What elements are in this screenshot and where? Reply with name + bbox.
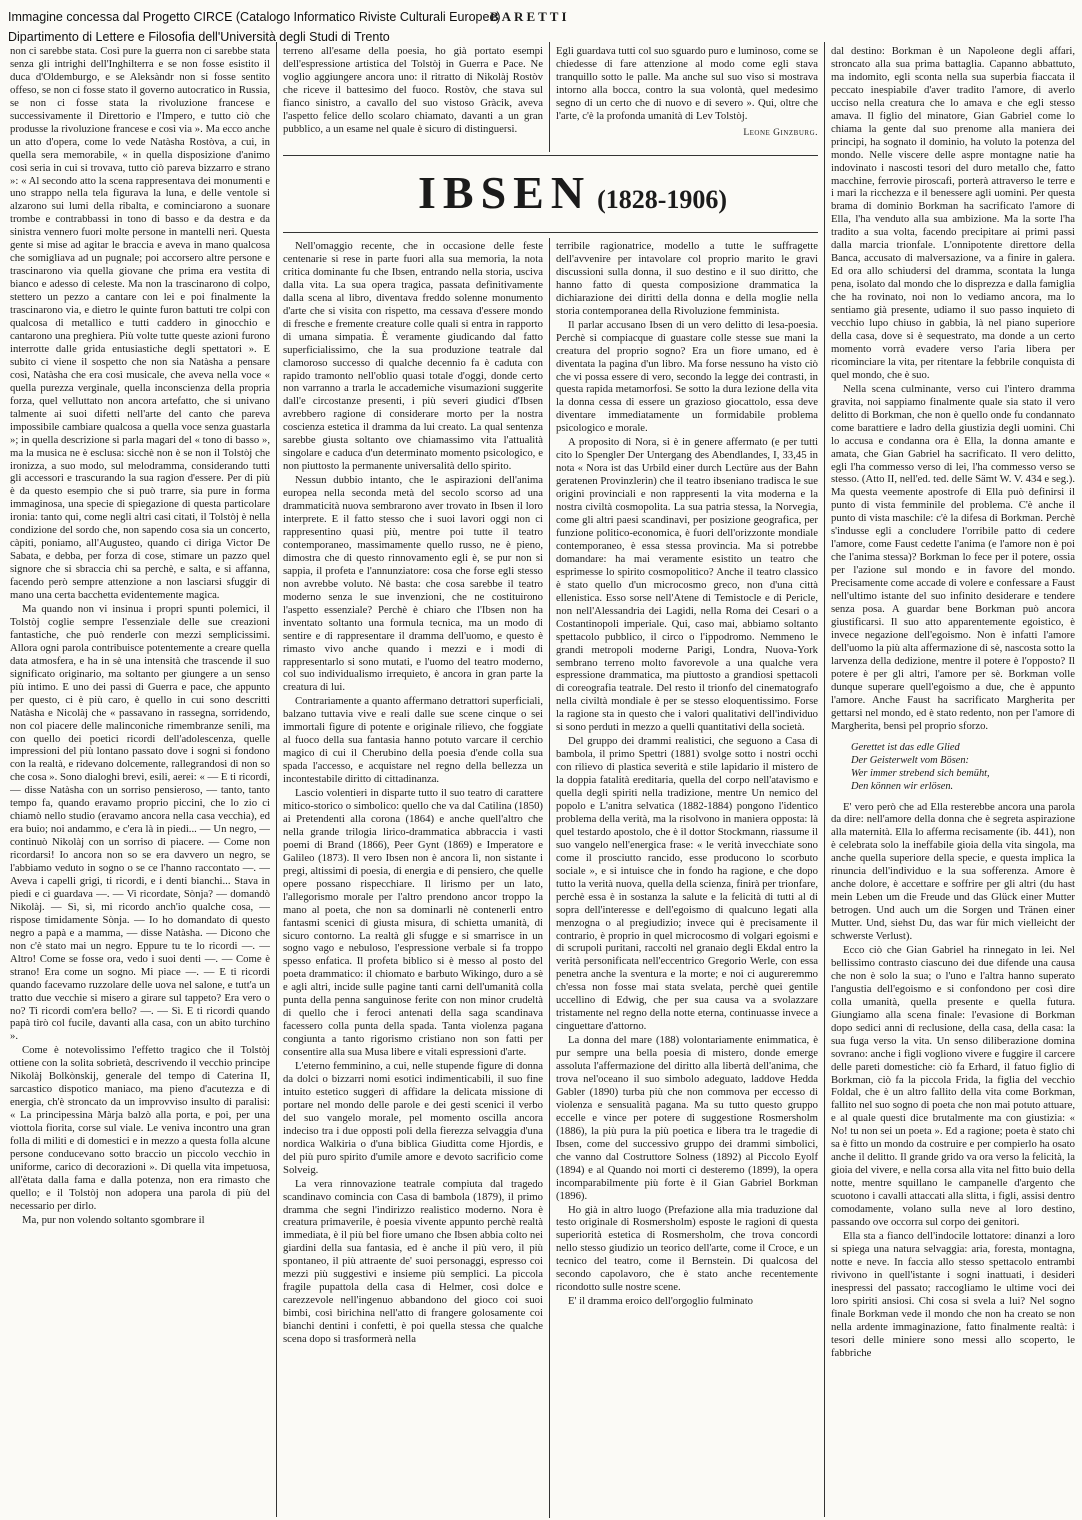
credit-line-1: Immagine concessa dal Progetto CIRCE (Catalogo Informatico Riviste Culturali Europee) <box>8 10 501 24</box>
paragraph: non ci sarebbe stata. Così pure la guerra non ci sarebbe stata senza gli intrighi dell'Inghilterra e se non fosse esistito il duca d'Oldemburgo, e se Aleksàndr non si fosse sentito offeso, se non ci fosse stato il governo autocratico in Russia, se non ci fosse stata la rivoluzione francese e successivamente il Direttorio e l'Impero, e tutto ciò che produsse la rivoluzione francese e così via ». Ma ecco anche un atto d'opera, come lo vede Natàsha Rostòva, a cui, in quella sera memorabile, « in quella disposizione d'animo così seria in cui si trovava, tutto ciò pareva bizzarro e strano »: « Al secondo atto la scena rappresentava dei monumenti e uno strappo nella tela figurava la luna, e delle ventole si alzarono sui lumi della ribalta, e cominciarono a suonare trombe e contrabbassi in tono di basso e da destra e da sinistra vennero fuori molte persone in mantelli neri. Questa gente si mise ad agitar le braccia e aveva in mano qualcosa che somigliava ad un pugnale; poi accorsero altre persone e trascinarono via quella giovane che prima era vestita di bianco e adesso di celeste. Ma non la trascinarono di colpo, stettero un pezzo a cantare con lei e poi finalmente la trascinarono via, e dietro le quinte furon battuti tre colpi con qualcosa di metallico e tutti caddero in ginocchio e cantarono una preghiera. Più volte tutte queste azioni furono interrotte dalle grida entusiastiche degli spettatori ». E subito ci viene il sospetto che non sia Natàsha a pensare così, Natàsha che era così musicale, che aveva nella voce « quella purezza verginale, quella inconscienza della propria forza, quel velluttato non ancora artefatto, che si univano talmente ai suoi difetti nell'arte del canto che pareva impossibile cambiare qualcosa a quella voce senza guastarla »; in quella descrizione si parla magari del « tono di basso », ma la musica ne è esclusa: sicchè non è se non il Tolstòj che ironizza, a suo modo, sul melodramma, considerando tutti gli accessori e trascurando la sua ragion d'essere. Per di più è da questo esempio che si può trarre, sia pure in forma immaginosa, una specie di spiegazione di questa particolare ironia: tanto qui, come negli altri casi citati, il Tolstòj è nella condizione del sordo che, non sapendo cosa sia un concerto, càpiti, poniamo, all'Augusteo, quando ci diriga Victor De Sabata, e debba, per forza di cose, stimare un pazzo quel signore che si sbraccia chi sa perchè, e salta, e si affanna, facendo però sempre attenzione a non lasciarsi sfuggir di mano una certa bacchetta evidentemente magica. <box>10 45 270 602</box>
paragraph: E' il dramma eroico dell'orgoglio fulminato <box>568 1295 754 1308</box>
paragraph: L'eterno femminino, a cui, nelle stupende figure di donna da dolci o bizzarri nomi esotici indimenticabili, il suo fine intuito estetico suggerì di affidare la delicata missione di portare nel mondo delle parole e dei gesti scenici il verbo del suo vangelo morale, pel momento oscilla ancora indeciso tra i due opposti poli della fierezza selvaggia d'una nordica Walkiria o d'una biblica Giuditta come Hjordis, e del più puro spirito d'umile amore e devoto sacrificio come Solveig. <box>283 1060 543 1176</box>
paragraph: Egli guardava tutti col suo sguardo puro e luminoso, come se chiedesse di fare attenzione al modo come egli stava tranquillo sotto le palle. Ma anche sul suo viso si mostrava intorno alla bocca, contro la sua volontà, quel medesimo segno di un certo che di nuovo e di severo ». Qui, oltre che l'arte, c'è la profonda umanità di Lev Tolstòj. <box>556 45 818 122</box>
paragraph: La donna del mare (188) volontariamente enimmatica, è pur sempre una bella poesia di mistero, donde emerge assoluta l'affermazione del diritto alla libertà dell'anima, che trova nel'oceano il suo simbolo adeguato, laddove Hedda Gabler (1890) turba più che non commova per eccesso di violenza e sensualità pagana. Ma su tutto questo gruppo eccelle e vince per potere di suggestione Rosmersholm (1886), la più pura la più poetica e libera tra le tragedie di Ibsen, come del successivo gruppo dei drammi simbolici, che vanno dal Costruttore Solness (1892) al Piccolo Eyolf (1894) e al Quando noi morti ci desteremo (1899), la opera incomparabilmente più forte è il Gian Gabriel Borkman (1896). <box>556 1034 818 1202</box>
paragraph: Come è notevolissimo l'effetto tragico che il Tolstòj ottiene con la solita sobrietà, descrivendo il vecchio principe Nikolàj Bolkònskij, generale del tempo di Caterina II, sarcastico dispotico maniaco, ma pieno d'acutezza e di energia, ch'è stroncato da un improvviso insulto di paralisi: « La principessina Màrja balzò alla porta, e poi, per una viottola fiorita, corse sul viale. Le veniva incontro una gran folla di militi e di domestici e in mezzo a questa folla alcune persone conducevano sotto braccio un piccolo vecchio in uniforme, carico di decorazioni ». Di quella vita impetuosa, all'ètata dalla fama e dalla potenza, non era rimasto che quello; e il Tolstòj non adopera una parola di più del necessario per dirlo. <box>10 1044 270 1212</box>
paragraph: La vera rinnovazione teatrale compiuta dal tragedo scandinavo comincia con Casa di bambola (1879), il primo dramma che segni l'indirizzo realistico moderno. Nora è creatura primaverile, è poesia vivente appunto perchè realtà immediata, è il più bel fiore umano che Ibsen abbia colto nei giardini della sua fantasia, ed è anche il più vero, il più spontaneo, il più attraente de' suoi personaggi, espresso coi mezzi più suggestivi e insieme più semplici. La piccola fragile pupattola della casa di Helmer, così dolce e carezzevole nell'ingenuo abbandono del gioco coi suoi bimbi, così birichina nell'atto di frangere golosamente coi bianchi dentini i confetti, è poi quella stessa che qualche scena dopo si trasformerà nella <box>283 1177 543 1346</box>
paragraph: Ho già in altro luogo (Prefazione alla mia traduzione dal testo originale di Rosmersholm) esposte le ragioni di questa superiorità estetica di Rosmersholm, che trova concordi nello stesso giudizio un teorico dell'arte, come il Croce, e un tecnico del teatro, come il Bernstein. Di qualcosa del secondo capolavoro, che è stato anche recentemente ricondotto sulle nostre scene. <box>556 1203 818 1294</box>
verse-line: Gerettet ist das edle Glied <box>851 741 960 753</box>
ibsen-column-2 <box>556 240 818 1515</box>
paragraph: Lascio volentieri in disparte tutto il suo teatro di carattere mitico-storico o simbolico: quello che va dal Catilina (1850) ai Pretendenti alla corona (1864) e anche quell'altro che nella grande trilogia lirico-drammatica abbraccia i vasti poemi di Brand (1866), Peer Gynt (1869) e Imperatore e Galileo (1873). Il vero Ibsen non è ancora lì, non sistante i pregi, altissimi di poesia, di energia e di pensiero, che quelle opere possano rispecchiare. Il lirismo per un lato, l'allegorismo morale per l'altro prendono ancor troppo la mano al poeta, che non sa dominarli nè contenerli entro fantasmi scenici di giusta misura, di schietta umanità, di sicuro contorno. La realtà gli sfugge e si smarrisce in un sogno vago e nebuloso, l'espressione verbale si fa troppo spesso enfatica. Il profeta biblico si è messo al posto del poeta drammatico: il chiomato e barbuto Wikingo, duro a sè e agli altri, incide sulle pagine tanti carni dell'umanità colla punta della penna sanguinose ferite con non minor crudeltà di quello che i feroci antenati della saga scandinava facessero colla punta della spada. Tanta violenza pagana congiunta a tanto rigorismo cristiano non son fatti per consentire alla sua Musa libere e vitali espressioni d'arte. <box>283 787 543 1059</box>
author-signature: Leone Ginzburg. <box>743 127 818 138</box>
section-rule <box>283 232 818 233</box>
ibsen-column-1 <box>283 240 543 1515</box>
paragraph: terribile ragionatrice, modello a tutte le suffragette dell'avvenire per intavolare col proprio marito le gravi discussioni sulla donna, il suo destino e il suo diritto, che hanno fatto di questa composizione drammatica la dichiarazione dei diritti della donna e della moglie nella storia contemporanea della Rivoluzione femminista. <box>556 240 818 317</box>
paragraph: Ma quando non vi insinua i propri spunti polemici, il Tolstòj coglie sempre l'essenziale delle sue creazioni fantastiche, che può renderle con mezzi semplicissimi. Allora ogni parola contribuisce potentemente a creare quella data atmosfera, e ha in sè una intensità che trascende il suo significato originario, ma soltanto per giungere a un senso più intimo. E uno dei passi di Guerra e pace, che appunto per questo, ci è più caro, è quello in cui sono descritti Natàsha e Nicolàj che « passavano in rassegna, sorridendo, non col piacere delle malinconiche rimembranze senili, ma con quello dei poetici ricordi dell'adolescenza, quelle impressioni del più lontano passato dove i sogni si fondono con la realtà, e ridevano dolcemente, rallegrandosi di non so che cosa ». Sono dialoghi brevi, esili, aerei: « — E ti ricordi, — disse Natàsha con un sorriso pensieroso, — tanto, tanto tempo fa, quando eravamo proprio piccini, che lo zio ci chiamò nello studio (eravamo ancora nella casa vecchia), ed era buio; noi andammo, e c'era là in piedi... — Un negro, — continuò Nikolàj con un sorriso di piacere. — Come non ricordarsi! Io ancora non so se era davvero un negro, se l'abbiamo veduto in sogno o se ce l'hanno raccontato —. — Aveva i capelli grigi, ti ricordi, e i denti bianchi... Stava in piedi e ci guardava —. — Vi ricordate, Sònja? — domandò Nikolàj. — Sì, sì, mi ricordo anch'io qualche cosa, — rispose timidamente Sònja. — Io ho domandato di questo negro a papà e a mamma, — disse Natàsha. — Dicono che non c'è stato mai un negro. Eppure tu te lo ricordi —. — Altro! Come se fosse ora, vedo i suoi denti —. — Come è strano! Era come un sogno. Mi piace —. — E ti ricordi quando facevamo ruzzolare delle uova nel salone, e tutt'a un tratto due vecchie si misero a girare sul tappeto? Era vero o no? Ti ricordi com'era bello? —. — Sì. E ti ricordi quando papà tirò col fucile, davanti alla casa, con un abito turchino ». <box>10 602 270 1043</box>
title-name: IBSEN <box>418 167 592 218</box>
tolstoj-column-1 <box>10 45 270 1515</box>
article-title <box>418 166 727 219</box>
paragraph: Il parlar accusano Ibsen di un vero delitto di lesa-poesia. Perchè si compiacque di guastare colle stesse sue mani la creatura del proprio sogno? Era un fiore umano, ed è diventata la pagina d'un libro. Ma forse nessuno ha visto ciò che vi possa essere di vero, secondo la legge dei contrasti, in questa rapida metamorfosi. Se sotto la dura lezione della vita la donna cessa di essere un grazioso giocattolo, essa deve diventare immediatamente un formidabile problema psicologico e morale. <box>556 318 818 435</box>
paragraph: Nell'omaggio recente, che in occasione delle feste centenarie si rese in parte fuori alla sua memoria, la nota critica dominante fu che Ibsen, entrando nella storia, usciva dalla vita. La sua opera tragica, passata definitivamente dalla scena al libro, diventava freddo solenne monumento d'arte che si visita con rispetto, ma cessava d'essere mondo di fresche e fremente creature colle quali si entra in rapporto di umana simpatia. È veramente giudicando dal fatto superficialissimo, che la sua produzione teatrale dal clamoroso successo di qualche decennio fa è caduta con rapido tramonto nell'oblio quasi totale d'oggi, donde certo non varranno a trarla le accademiche visumazioni suggerite dall'e circostanze presenti, i più severi giudici d'Ibsen avrebbero ragione di considerare morto per la nostra coscienza estetica il dramma da lui creato. La qual sentenza sarebbe giusta soltanto ove chiamassimo vita l'attualità singolare e caduca d'un determinato momento psicologico, e non piuttosto la permanente universalità dello spirito. <box>283 240 543 473</box>
paragraph: Nella scena culminante, verso cui l'intero dramma gravita, noi sappiamo finalmente quale sia stato il vero delitto di Borkman, che non è quello onde fu condannato come barattiere e ladro della giustizia degli uomini. Chi lo accusa e condanna ora è Ella, la donna amante e amata, che Gian Gabriel ha sacrificato. Il vero delitto, egli l'ha commesso verso di lei, l'ha commesso verso se stesso. (Atto II, nell'ed. ted. delle Sämt W. V. 434 e seg.). Ma questa veemente apostrofe di Ella può definirsi il punto di vista femminile del problema. C'è anche il punto di vista maschile: c'è la difesa di Borkman. Perchè s'indusse egli a concludere l'orribile patto di cedere l'amore, come Faust cedette l'anima (e l'amore non è poi che l'anima stessa)? Borkman lo fece per il potere, ossia per l'azione sul mondo e in favore del mondo. Precisamente come accade di volere e confessare a Faust nell'ultimo istante del suo infinito desiderare e tendere senza posa. A guardar bene Borkman può ancora giustificarsi. Il suo atto apparentemente egoistico, è invece negazione dell'egoismo. Non è infatti l'amore dell'uomo la più alta affermazione di sè, nascosta sotto la larvenza della dedizione, mentre il potere è l'opposto? Il potere è per gli altri, l'amore per sè. Borkman volle dunque superare quell'egoismo a due, che è appunto l'amore. Anche Faust ha sacrificato Margherita per gettarsi nel mondo, ed è stato redento, non per l'amore di Margherita, bensì pel proprio sforzo. <box>831 382 1075 732</box>
ibsen-column-3 <box>831 45 1075 1515</box>
column-divider <box>824 42 825 1517</box>
paragraph: E' vero però che ad Ella resterebbe ancora una parola da dire: nell'amore della donna che è segreta aspirazione alla maternità. Ella lo afferma recisamente (ib. 441), non è celebrata solo la ineffabile gioia della vita singola, ma anche quella superiore della specie, e questa implica la rinuncia dell'individuo e la sua sofferenza. Amore è anche dolore, è accettare e soffrire per gli altri (du hast mein Leben um die Freude und das Glück einer Mutter betrogen. Und auch um die Sorgen und Tränen einer Mutter. Und, siehst Du, das war für mich vielleicht der schwerste Verlust). <box>831 800 1075 943</box>
tolstoj-column-3 <box>556 45 818 151</box>
verse-line: Der Geisterwelt vom Bösen: <box>851 754 970 766</box>
paragraph: Contrariamente a quanto affermano detrattori superficiali, balzano tuttavia vive e reali dalle sue scene cinque o sei immortali figure di potente e originale rilievo, che foggiate al fuoco della sua fantasia hanno potuto varcare il cerchio magico di cui il Cherubino della poesia d'ende colla sua spada l'accesso, e acquistare nel regno della bellezza un incontestabile diritto di cittadinanza. <box>283 695 543 786</box>
verse-line: Wer immer strebend sich bemüht, <box>851 767 990 779</box>
paragraph: Ma, pur non volendo soltanto sgombrare il <box>22 1213 205 1226</box>
paragraph: A proposito di Nora, si è in genere affermato (e per tutti cito lo Spengler Der Untergang des Abendlandes, I, 33,45 in nota « Nora ist das Urbild einer durch Lectüre aus der Bahn geratenen Provinzlerin) che il teatro ibseniano tradisca le sue origini provinciali e non rappresenti la vita moderna e la nostra civiltà cosmopolita. La sua patria stessa, la Norvegia, come gli altri paesi scandinavi, per posizione geografica, per funzione politico-economica, è fuori dell'orizzonte mondiale contemporaneo, è essa stessa provincia. Ma si potrebbe domandare: ha mai veramente esistito un teatro che esprimesse lo spirito cosmopolitico? Anche il teatro classico è stato quello d'un microcosmo greco, non d'una città ellenistica. Esso sorse nell'Atene di Temistocle e di Pericle, non nell'Alessandria dei Lagidi, nella Roma dei Cesari o a Costantinopoli imperiale. Qui, caso mai, abbiamo soltanto spettacolo pubblico, il circo o l'ippodromo. Nemmeno le grandi metropoli moderne Parigi, Londra, Nuova-York sembrano terreno molto favorevole a una qualche vera espressione drammatica, ma piuttosto a grandiosi spettacoli di coreografia teatrale. Del resto il trionfo del cinematografo nella civiltà mondiale è per se stesso eloquentissimo. Forse la ragione sta in questo che i valori qualitativi dell'individuo si sono perduti in mezzo a quelli quantitativi della società. <box>556 436 818 734</box>
credit-line-2: Dipartimento di Lettere e Filosofia dell'Università degli Studi di Trento <box>8 30 390 44</box>
column-divider <box>549 42 550 152</box>
verse-quote <box>851 741 1075 793</box>
paragraph: Nessun dubbio intanto, che le aspirazioni dell'anima europea nella seconda metà del secolo scorso ad una drammaticità nuova sembrarono aver trovato in Ibsen il loro interprete. E il fatto stesso che i suoi lavori oggi non ci rappresentino quasi più, mentre poi tutte il teatro contemporaneo, massimamente quello russo, ne è pieno, dimostra che di questo rinnovamento egli è, se pur non si sappia, il profeta e l'annunziatore: cosa che forse egli stesso non avrebbe voluto. Nè basta: che cosa sarebbe il teatro moderno senza le sue invenzioni, che ne costituirono l'aspetto essenziale? Perchè è chiaro che l'Ibsen non ha inventato soltanto una formula tecnica, ma un modo di sentire e di rappresentare il dramma dell'uomo, e questo è rimasto vivo anche quando i mezzi e i modi di rappresentarlo si sono mutati, e l'uomo del teatro moderno, col suo individualismo irrequieto, è ancora in gran parte la creatura di lui. <box>283 474 543 694</box>
column-divider <box>549 238 550 1518</box>
masthead: BARETTI <box>490 9 570 24</box>
paragraph: terreno all'esame della poesia, ho già portato esempi dell'espressione artistica del Tolstòj in Guerra e Pace. Ne voglio aggiungere ancora uno: il ritratto di Nikolàj Rostòv che riceve il battesimo del fuoco. Rostòv, che stava sul fianco sinistro, a cavallo del suo vistoso Gràcik, aveva l'aspetto felice dello scolaro chiamato, davanti a un gran pubblico, a un esame nel quale è sicuro di distinguersi. <box>283 45 543 135</box>
tolstoj-column-2 <box>283 45 543 147</box>
paragraph: Ella sta a fianco dell'indocile lottatore: dinanzi a loro si spiega una natura selvaggia: aria, foresta, montagna, notte e neve. In faccia allo stesso spettacolo entrambi rivivono in quell'istante i sogni inattuati, i desideri inespressi del passato; raccogliamo le ultime voci dei loro spiriti ansiosi. Chi cosa si svela a lui? Nel sogno finale Borkman vede il mondo che non ha creato se non nella ardente immaginazione, fatto finalmente realtà: i tesori delle miniere sono messi allo scoperto, le fabbriche <box>831 1229 1075 1359</box>
column-divider <box>276 42 277 1517</box>
title-dates: (1828-1906) <box>597 185 728 214</box>
paragraph: dal destino: Borkman è un Napoleone degli affari, stroncato alla sua prima battaglia. Capanno abbattuto, ma indomito, egli sconta nella sua superbia fiaccata il peccato inespiabile d'aver tradito l'amore, di averlo ucciso nella creatura che lo amava e che egli stesso amava. Il figlio del minatore, Gian Gabriel come lo chiama la gente dal suo prenome alla maniera dei principi, ha sognato il dominio, ha voluto la potenza del mondo. Nelle viscere delle aspre montagne natie ha indovinato i nascosti tesori del duro metallo che, fatto macchine, ferrovie piroscafi, porterà attraverso le terre e i mari la ricchezza e il benessere agli uomini. Per questa brama di dominio Borkman ha sacrificato l'amore di Ella, l'ha venduto alla sua ambizione. Ma la sorte l'ha tradito a sua volta, facendo precipitare ai primi passi dalla marcia trionfale. L'onnipotente direttore della Banca, accusato di malversazione, va a finire in galera. Ed ora allo schiudersi del dramma, scontata la lunga pena, isolato dal mondo che lo disprezza e dalla famiglia che ha rovinato, noi non lo vediamo ancora, ma lo sentiamo già presente, udiamo il suo passo inquieto di vecchio lupo chiuso in gabbia, là nel piano superiore della casa, dove si è sequestrato, ma donde a un certo momento vorrà evadere verso l'aria libera per ricominciare la vita, per ritentare la febbrile conquista di quel mondo, che è suo. <box>831 45 1075 381</box>
paragraph: Del gruppo dei drammi realistici, che seguono a Casa di bambola, il primo Spettri (1881) svolge sotto i nostri occhi con rilievo di plastica severità e stile lapidario il mistero de la doppia fatalità ereditaria, quella del corpo nell'atavismo e quella degli spiriti nella tradizione, mentre Un nemico del popolo e L'anitra selvatica (1882-1884) pongono l'identico problema della verità, ma la risolvono in maniera opposta: là quel testardo apostolo, che è il dottor Stockmann, riassume il suo vangelo nell'energica frase: « le verità invecchiate sono come il prosciutto rancido, esse producono lo scorbuto sociale », e si intuisce che in fondo ha ragione, e che dopo tutto la verità nuova, quella della scienza, finirà per trionfare, perchè essa è in sostanza la salute e la felicità di tutti al di sopra dell'interesse e dell'egoismo di qualcuno legati alla menzogna o al pregiudizio; invece qui è precisamente il contrario, è proprio in quel microcosmo di volgari egoismi e di scrupoli puritani, raccolti nel granaio degli Ekdal entro la verità personificata nell'eccentrico Gregorio Werle, con essa penetra anche la sventura e la morte; e noi ci augureremmo ch'essa non fosse mai stata svelata, perchè quei gentile uccellino di Edwig, che per sua causa va a svolazzare tristamente nel regno della notte eterna, continuasse invece a cinguettare d'attorno. <box>556 735 818 1033</box>
paragraph: Ecco ciò che Gian Gabriel ha rinnegato in lei. Nel bellissimo contrasto ciascuno dei due difende una causa che non è solo la sua; o l'uno e l'altra hanno superato l'angustia dell'egoismo e si confondono per così dire colla umanità, quella presente e quella futura. Giungiamo alla scena finale: l'evasione di Borkman dopo sedici anni di reclusione, della casa, della casa: la sua fuga verso la vita. Un senso diliberazione domina sovrano: anche i figli vogliono vivere e fuggire il carcere delle pareti domestiche: ciò fa Erhard, il fatuo figlio di Borkman, ciò fa la piccola Frida, la figlia del vecchio Foldal, che è un altro fallito della vita come Borkman, fallito nel suo sogno di poeta che non mai potuto attuare, e al quale questi dice brutalmente ma con giustizia: « No! tu non sei un poeta ». Ed a ragione; poeta è stato chi sa è fitto un mondo da costruire e per compierlo ha osato anche il delitto. Il grande grido va ora verso la felicità, la gioia del vivere, e nella corsa alla vita nel fitto buio della notte, mentre squillano le campanelle d'argento che scuotono i cavalli attaccati alla slitta, i figli, assisi dentro comodamente, volano sulla neve al loro destino, passando ove occorra sul corpo dei genitori. <box>831 944 1075 1229</box>
verse-line: Den können wir erlösen. <box>851 780 954 792</box>
section-rule <box>283 155 818 156</box>
